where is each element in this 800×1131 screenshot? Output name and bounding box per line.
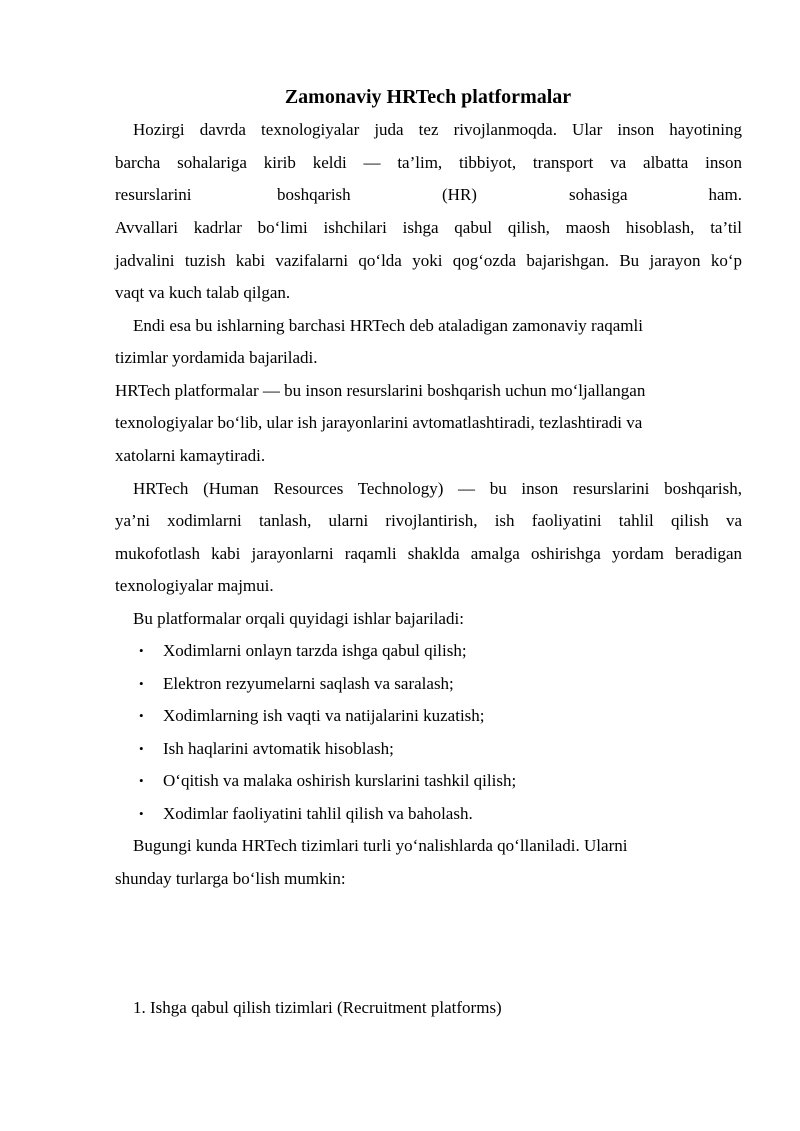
paragraph-line: HRTech platformalar — bu inson resurslarini boshqarish uchun mo‘ljallangan <box>115 381 646 400</box>
list-item-text: Xodimlar faoliyatini tahlil qilish va baholash. <box>163 804 473 823</box>
paragraph-line: jadvalini tuzish kabi vazifalarni qo‘lda yoki qog‘ozda bajarishgan. Bu jarayon ko‘p <box>115 251 742 270</box>
list-item-text: Xodimlarni onlayn tarzda ishga qabul qilish; <box>163 641 467 660</box>
paragraph-line: Bu platformalar orqali quyidagi ishlar bajariladi: <box>133 609 464 628</box>
paragraph-line: HRTech (Human Resources Technology) — bu inson resurslarini boshqarish, <box>133 479 742 498</box>
paragraph-line: Bugungi kunda HRTech tizimlari turli yo‘nalishlarda qo‘llaniladi. Ularni <box>133 836 628 855</box>
bullet-icon: • <box>139 773 144 788</box>
list-item-text: O‘qitish va malaka oshirish kurslarini tashkil qilish; <box>163 771 517 790</box>
paragraph-line: texnologiyalar bo‘lib, ular ish jarayonlarini avtomatlashtiradi, tezlashtiradi va <box>115 413 643 432</box>
word-sohasiga: sohasiga <box>569 185 628 204</box>
paragraph-line: texnologiyalar majmui. <box>115 576 274 595</box>
word-hr: (HR) <box>442 185 477 204</box>
list-item-text: Ish haqlarini avtomatik hisoblash; <box>163 739 394 758</box>
paragraph-line: tizimlar yordamida bajariladi. <box>115 348 318 367</box>
word-ham: ham. <box>708 185 742 204</box>
paragraph-line: vaqt va kuch talab qilgan. <box>115 283 291 302</box>
paragraph-line: xatolarni kamaytiradi. <box>115 446 266 465</box>
paragraph-line: shunday turlarga bo‘lish mumkin: <box>115 869 346 888</box>
paragraph-line: Endi esa bu ishlarning barchasi HRTech deb ataladigan zamonaviy raqamli <box>133 316 643 335</box>
paragraph-line: barcha sohalariga kirib keldi — ta’lim, tibbiyot, transport va albatta inson <box>115 153 742 172</box>
document-title: Zamonaviy HRTech platformalar <box>284 86 572 108</box>
bullet-icon: • <box>139 708 144 723</box>
list-item-text: Elektron rezyumelarni saqlash va saralash; <box>163 674 454 693</box>
bullet-icon: • <box>139 806 144 821</box>
word-boshqarish: boshqarish <box>277 185 351 204</box>
paragraph-line: ya’ni xodimlarni tanlash, ularni rivojlantirish, ish faoliyatini tahlil qilish va <box>115 511 742 530</box>
paragraph-line: mukofotlash kabi jarayonlarni raqamli shaklda amalga oshirishga yordam beradigan <box>115 544 742 563</box>
bullet-icon: • <box>139 643 144 658</box>
word-resurslarini: resurslarini <box>115 185 192 204</box>
paragraph-line: Avvallari kadrlar bo‘limi ishchilari ishga qabul qilish, maosh hisoblash, ta’til <box>115 218 742 237</box>
paragraph-line: Hozirgi davrda texnologiyalar juda tez rivojlanmoqda. Ular inson hayotining <box>133 120 742 139</box>
section-heading: 1. Ishga qabul qilish tizimlari (Recruitment platforms) <box>133 998 502 1017</box>
bullet-icon: • <box>139 676 144 691</box>
list-item-text: Xodimlarning ish vaqti va natijalarini kuzatish; <box>163 706 485 725</box>
bullet-icon: • <box>139 741 144 756</box>
